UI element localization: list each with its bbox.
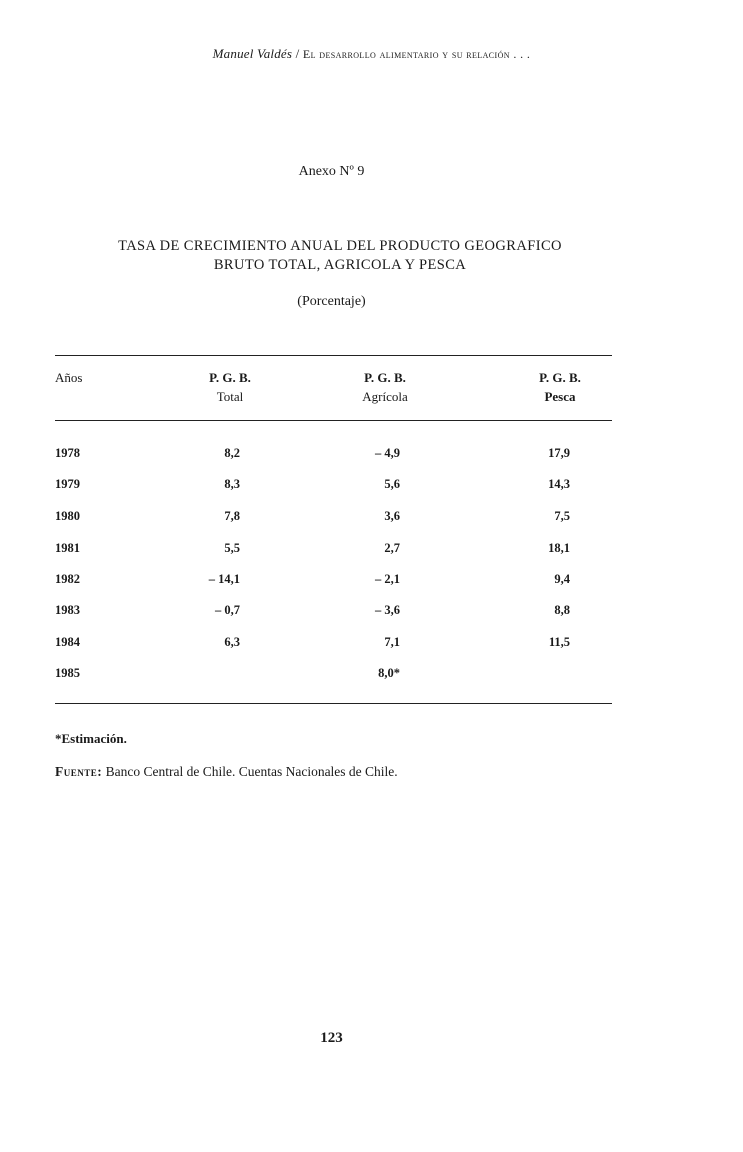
col-header-years xyxy=(55,368,82,387)
footnote-estimate: *Estimación. xyxy=(55,731,127,746)
row-1979-agricola: 5,6 xyxy=(384,477,400,491)
row-1985-year: 1985 xyxy=(55,666,80,680)
row-1981-pesca: 18,1 xyxy=(548,541,570,555)
row-1980-total: 7,8 xyxy=(224,509,240,523)
page-number: 123 xyxy=(320,1030,343,1046)
row-1982-year: 1982 xyxy=(55,572,80,586)
col-header-pesca xyxy=(505,368,615,406)
running-head-separator: / xyxy=(292,46,303,61)
table-title xyxy=(60,237,620,275)
row-1978-agricola: – 4,9 xyxy=(375,446,400,460)
col-header-pesca-line1: P. G. B. xyxy=(539,370,581,385)
row-1983-year: 1983 xyxy=(55,603,80,617)
table-title-line-1: TASA DE CRECIMIENTO ANUAL DEL PRODUCTO GEOGRAFICO xyxy=(118,238,562,254)
row-1979-pesca: 14,3 xyxy=(548,477,570,491)
row-1984-agricola: 7,1 xyxy=(384,635,400,649)
row-1981-year: 1981 xyxy=(55,541,80,555)
col-header-agricola-line1: P. G. B. xyxy=(364,370,406,385)
col-header-total-line2: Total xyxy=(216,389,244,404)
row-1979-total: 8,3 xyxy=(224,477,240,491)
row-1982-pesca: 9,4 xyxy=(554,572,570,586)
row-1981-agricola: 2,7 xyxy=(384,541,400,555)
row-1979-year: 1979 xyxy=(55,477,80,491)
col-header-pesca-line2: Pesca xyxy=(544,389,576,404)
row-1980-year: 1980 xyxy=(55,509,80,523)
running-head xyxy=(0,46,743,62)
col-header-total xyxy=(175,368,285,406)
row-1981-total: 5,5 xyxy=(224,541,240,555)
row-1983-agricola: – 3,6 xyxy=(375,603,400,617)
col-header-years-label: Años xyxy=(55,370,83,385)
footnote-source-text: Banco Central de Chile. Cuentas Nacionales de Chile. xyxy=(102,764,398,779)
row-1978-year: 1978 xyxy=(55,446,80,460)
row-1980-pesca: 7,5 xyxy=(554,509,570,523)
annex-label: Anexo Nº 9 xyxy=(298,164,365,179)
row-1984-total: 6,3 xyxy=(224,635,240,649)
row-1983-total: – 0,7 xyxy=(215,603,240,617)
table-top-rule xyxy=(55,355,612,356)
table-title-line-2: BRUTO TOTAL, AGRICOLA Y PESCA xyxy=(213,257,467,273)
col-header-total-line1: P. G. B. xyxy=(209,370,251,385)
col-header-agricola xyxy=(330,368,440,406)
running-head-title: El desarrollo alimentario y su relación . . . xyxy=(302,47,531,61)
row-1983-pesca: 8,8 xyxy=(554,603,570,617)
row-1984-year: 1984 xyxy=(55,635,80,649)
table-subtitle: (Porcentaje) xyxy=(297,294,366,309)
row-1982-total: – 14,1 xyxy=(208,572,240,586)
col-header-agricola-line2: Agrícola xyxy=(362,389,408,404)
row-1984-pesca: 11,5 xyxy=(548,635,570,649)
row-1978-total: 8,2 xyxy=(224,446,240,460)
footnote-source-label: Fuente: xyxy=(55,764,103,779)
table-bottom-rule xyxy=(55,703,612,704)
row-1985-agricola: 8,0* xyxy=(378,666,400,680)
table-header-rule xyxy=(55,420,612,421)
running-head-author: Manuel Valdés xyxy=(212,46,293,61)
row-1982-agricola: – 2,1 xyxy=(375,572,400,586)
footnote-source xyxy=(55,764,398,780)
row-1978-pesca: 17,9 xyxy=(548,446,570,460)
row-1980-agricola: 3,6 xyxy=(384,509,400,523)
